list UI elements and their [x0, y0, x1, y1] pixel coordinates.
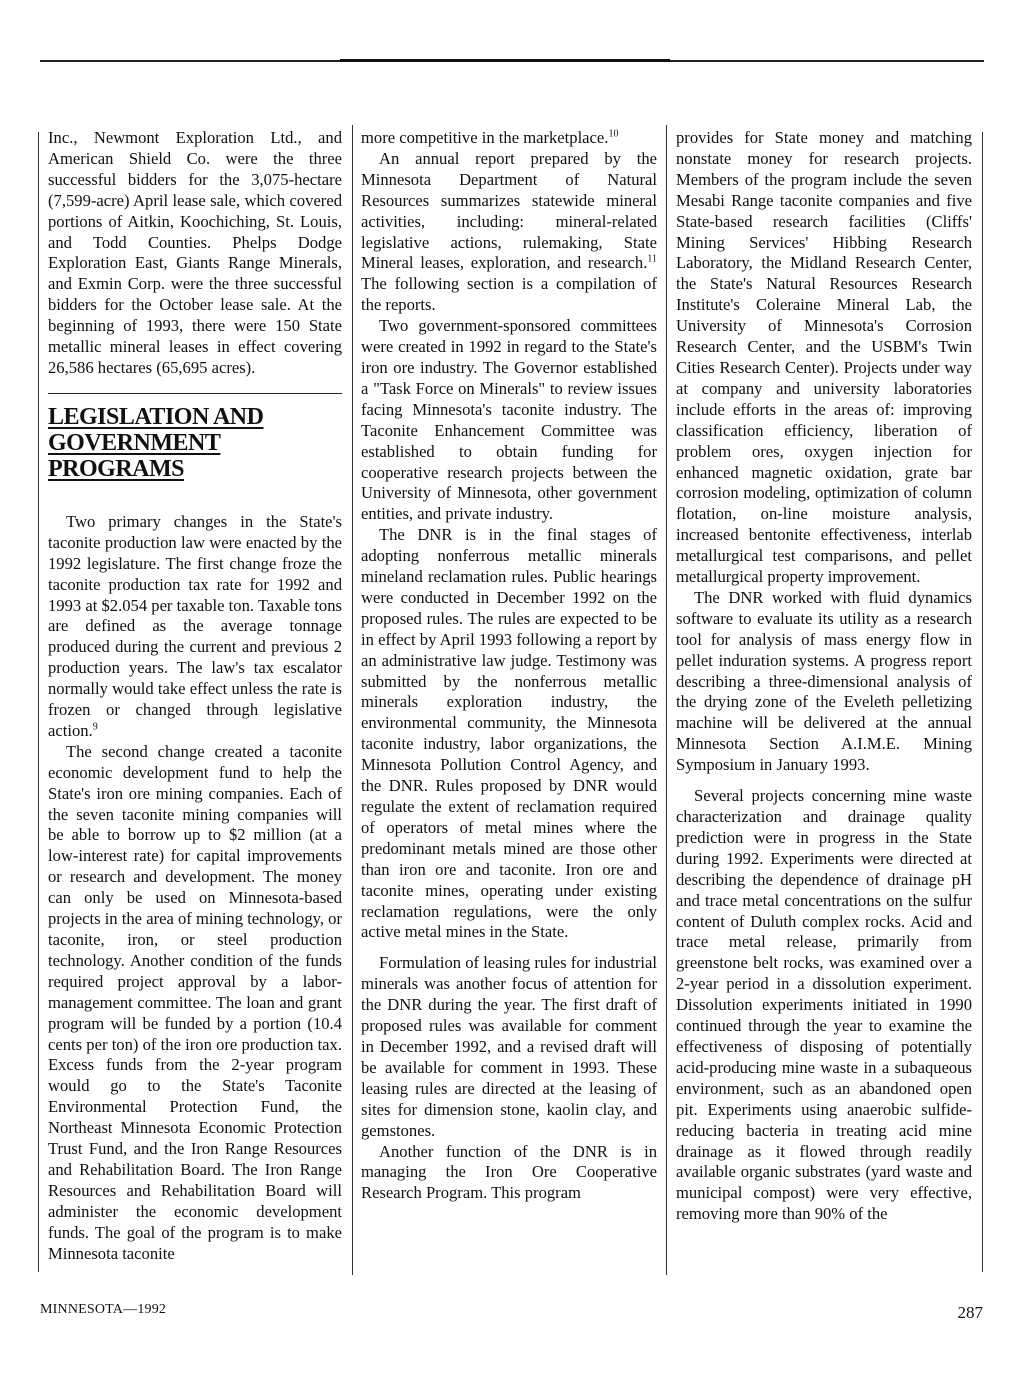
- column-3: [676, 128, 972, 1225]
- paragraph: Two primary changes in the State's taconite production law were enacted by the 1992 legislature. The first change froze the taconite production tax rate for 1992 and 1993 at $2.054 per taxable ton. Taxable tons are defined as the average tonnage produced during the current and previous 2 production years. The law's tax escalator normally would take effect unless the rate is frozen or changed through legislative action.$^9$: [48, 511, 342, 740]
- paragraph: Another function of the DNR is in managing the Iron Ore Cooperative Research Program. This program: [361, 1141, 657, 1203]
- section-heading: [48, 404, 342, 482]
- paragraph: Several projects concerning mine waste characterization and drainage quality prediction were in progress in the State during 1992. Experiments were directed at describing the dependence of drainage pH and trace metal concentrations on the sulfur content of Duluth complex rocks. Acid and trace metal release, primarily from greenstone belt rocks, was examined over a 2-year period in a dissolution experiment. Dissolution experiments initiated in 1990 continued through the year to examine the effectiveness of disposing of potentially acid-producing mine waste in a subaqueous environment, such as an abandoned open pit. Experiments using anaerobic sulfide-reducing bacteria in treating acid mine drainage as it flowed through readily available organic substrates (yard waste and municipal compost) were very effective, removing more than 90% of the: [676, 786, 972, 1224]
- column-divider-left: [38, 132, 39, 1272]
- paragraph: provides for State money and matching nonstate money for research projects. Members of the program include the seven Mesabi Range taconite companies and five State-based research facilities (Cliffs' Mining Services' Hibbing Research Laboratory, the Midland Research Center, the State's Natural Resources Research Institute's Coleraine Mineral Lab, the University of Minnesota's Corrosion Research Center, and the USBM's Twin Cities Research Center). Projects under way at company and university laboratories include efforts in the areas of: improving classification efficiency, liberation of problem ores, oxygen injection for enhanced magnetic oxidation, grate bar corrosion modeling, optimization of column flotation, on-line moisture analysis, increased bentonite effectiveness, interlab metallurgical test comparisons, and pellet metallurgical property improvement.: [676, 128, 972, 587]
- footnote-ref: 9: [92, 721, 98, 733]
- heading-line-2: GOVERNMENT PROGRAMS: [48, 429, 221, 482]
- paragraph: Inc., Newmont Exploration Ltd., and American Shield Co. were the three successful bidders for the 3,075-hectare (7,599-acre) April lease sale, which covered portions of Aitkin, Koochiching, St. Louis, and Todd Counties. Phelps Dodge Exploration East, Giants Range Minerals, and Exmin Corp. were the three successful bidders for the October lease sale. At the beginning of 1993, there were 150 State metallic mineral leases in effect covering 26,586 hectares (65,695 acres).: [48, 128, 342, 377]
- paragraph: Formulation of leasing rules for industrial minerals was another focus of attention for the DNR during the year. The first draft of proposed rules was available for comment in December 1992, and a revised draft will be available for comment in 1993. These leasing rules are directed at the leasing of sites for dimension stone, kaolin clay, and gemstones.: [361, 953, 657, 1140]
- page-number: 287: [957, 1303, 983, 1322]
- footnote-ref: 10: [608, 128, 619, 140]
- running-footer: MINNESOTA—1992: [40, 1302, 167, 1317]
- top-rule-accent: [340, 59, 670, 62]
- paragraph: The DNR worked with fluid dynamics software to evaluate its utility as a research tool for analysis of mass energy flow in pellet induration systems. A progress report describing a three-dimensional analysis of the drying zone of the Eveleth pelletizing machine will be delivered at the annual Minnesota Section A.I.M.E. Mining Symposium in January 1993.: [676, 587, 972, 775]
- column-divider-right: [982, 132, 983, 1272]
- column-2: [361, 128, 657, 1204]
- column-1: [48, 128, 342, 1265]
- paragraph: The DNR is in the final stages of adopting nonferrous metallic minerals mineland reclamation rules. Public hearings were conducted in December 1992 on the proposed rules. The rules are expected to be in effect by April 1993 following a report by an administrative law judge. Testimony was submitted by the nonferrous metallic minerals exploration industry, the environmental community, the Minnesota taconite industry, labor organizations, the Minnesota Pollution Control Agency, and the DNR. Rules proposed by DNR would regulate the extent of reclamation required of operators of metal mines where the predominant metals mined are those other than iron ore and taconite. Iron ore and taconite mines, operating under existing reclamation regulations, were the only active metal mines in the State.: [361, 525, 657, 942]
- paragraph: more competitive in the marketplace.$^{10}$: [361, 128, 619, 147]
- heading-rule: [48, 393, 342, 394]
- column-divider-1: [352, 125, 353, 1275]
- paragraph: An annual report prepared by the Minnesota Department of Natural Resources summarizes statewide mineral activities, including: mineral-related legislative actions, rulemaking, State Mineral leases, exploration, and research.$^{11}$ The following section is a compilation of the reports.: [361, 148, 657, 315]
- heading-line-1: LEGISLATION AND: [48, 403, 264, 430]
- column-divider-2: [666, 125, 667, 1275]
- footnote-ref: 11: [647, 253, 657, 265]
- paragraph: The second change created a taconite economic development fund to help the State's iron ore mining companies. Each of the seven taconite mining companies will be able to borrow up to $2 million (at a low-interest rate) for capital improvements or research and development. The money can only be used on Minnesota-based projects in the area of mining technology, or taconite, iron, or steel production technology. Another condition of the funds required project approval by a labor-management committee. The loan and grant program will be funded by a portion (10.4 cents per ton) of the iron ore production tax. Excess funds from the 2-year program would go to the State's Taconite Environmental Protection Fund, the Northeast Minnesota Economic Protection Trust Fund, and the Iron Range Resources and Rehabilitation Board. The Iron Range Resources and Rehabilitation Board will administer the economic development funds. The goal of the program is to make Minnesota taconite: [48, 741, 342, 1263]
- paragraph: Two government-sponsored committees were created in 1992 in regard to the State's iron ore industry. The Governor established a "Task Force on Minerals" to review issues facing Minnesota's taconite industry. The Taconite Enhancement Committee was established to obtain funding for cooperative research projects between the University of Minnesota, other government entities, and private industry.: [361, 316, 657, 524]
